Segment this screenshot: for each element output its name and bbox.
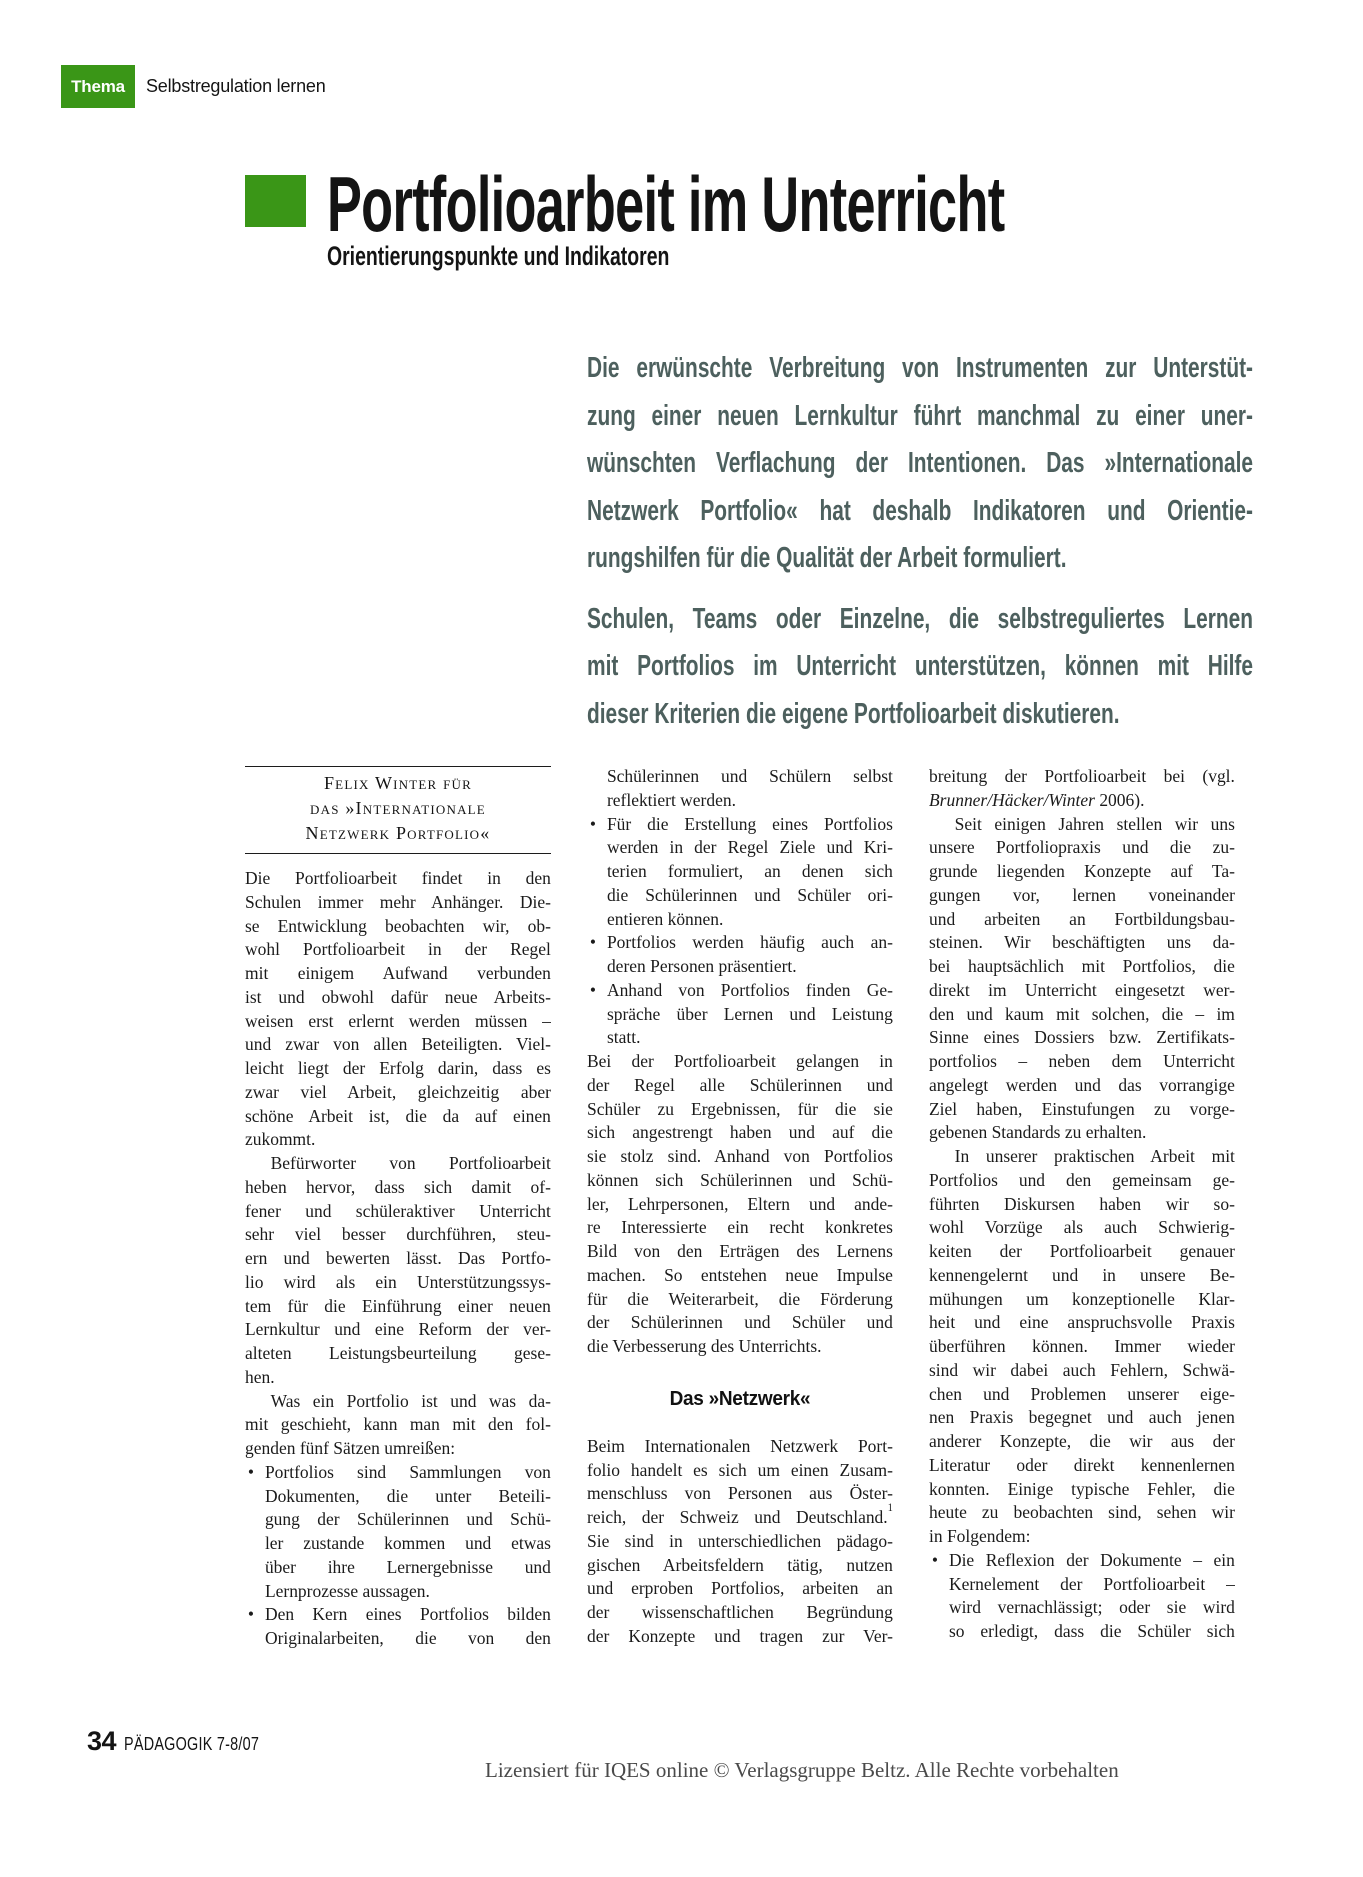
text-line: leicht liegt der Erfolg darin, dass es <box>245 1058 551 1078</box>
text-line: statt. <box>606 1027 641 1048</box>
text-line: direkt im Unterricht eingesetzt wer- <box>929 979 1235 1000</box>
text-line: Sinne eines Dossiers bzw. Zertifikats- <box>929 1027 1235 1048</box>
teaser-line: wünschten Verflachung der Intentionen. Das »Internationale <box>587 447 1253 479</box>
text-line: mit einigem Aufwand verbunden <box>245 963 551 983</box>
text-line: menschluss von Personen aus Öster- <box>587 1483 893 1504</box>
teaser-line: rungshilfen für die Qualität der Arbeit formuliert. <box>587 542 1067 574</box>
text-line: sehr viel besser durchführen, steu- <box>245 1224 551 1245</box>
text-line: unsere Portfoliopraxis und die zu- <box>929 837 1235 858</box>
text-line: folio handelt es sich um einen Zusam- <box>587 1459 893 1480</box>
text-line: Lernkultur und eine Reform der ver- <box>245 1319 551 1340</box>
text-line: schöne Arbeit ist, die da auf einen <box>245 1105 551 1126</box>
byline <box>245 766 551 854</box>
page-title: Portfolioarbeit im Unterricht <box>327 160 1005 248</box>
text-line: tem für die Einführung einer neuen <box>245 1295 551 1316</box>
teaser-line: dieser Kriterien die eigene Portfolioarbeit diskutieren. <box>587 697 1120 730</box>
text-line: grunde liegenden Konzepte auf Ta- <box>929 861 1235 881</box>
text-line: In unserer praktischen Arbeit mit <box>954 1146 1235 1166</box>
text-line: in Folgendem: <box>929 1526 1031 1546</box>
text-line: über ihre Lernergebnisse und <box>264 1556 551 1577</box>
text-line: gungen vor, lernen voneinander <box>929 884 1235 905</box>
text-line: steinen. Wir beschäftigten uns da- <box>929 932 1235 953</box>
kicker-tag <box>61 65 135 108</box>
text-line: deren Personen präsentiert. <box>606 956 797 976</box>
text-line: konnten. Einige typische Fehler, die <box>929 1478 1235 1499</box>
text-line: Was ein Portfolio ist und was da- <box>270 1390 551 1411</box>
text-line: ler, Lehrpersonen, Eltern und ande- <box>587 1193 893 1214</box>
text-line: für die Weiterarbeit, die Förderung <box>587 1288 893 1309</box>
text-line: entieren können. <box>606 908 724 929</box>
text-line: se Entwicklung beobachten wir, ob- <box>245 915 551 936</box>
teaser-line: Netzwerk Portfolio« hat deshalb Indikatoren und Orientie- <box>587 494 1253 527</box>
text-line: der Regel alle Schülerinnen und <box>587 1074 893 1095</box>
footer-magazine-name: PÄDAGOGIK 7-8/07 <box>124 1734 260 1754</box>
text-line: reflektiert werden. <box>606 789 736 810</box>
text-line: Lernprozesse aussagen. <box>264 1580 430 1601</box>
page-subtitle: Orientierungspunkte und Indikatoren <box>327 241 670 271</box>
text-line: gischen Arbeitsfeldern tätig, nutzen <box>587 1554 893 1575</box>
text-line: und zwar von allen Beteiligten. Viel- <box>245 1034 551 1055</box>
text-line: chen und Problemen unserer eige- <box>929 1383 1235 1404</box>
text-line: Literatur oder direkt kennenlernen <box>929 1454 1235 1475</box>
column-left <box>245 867 551 1651</box>
text-line: re Interessierte ein recht konkretes <box>587 1217 893 1238</box>
text-line: spräche über Lernen und Leistung <box>606 1003 893 1024</box>
text-line: reich, der Schweiz und Deutschland.$^1$ <box>587 1501 893 1527</box>
teaser-line: zung einer neuen Lernkultur führt manchmal zu einer uner- <box>587 399 1253 432</box>
text-line: Brunner/Häcker/Winter 2006). <box>929 789 1145 810</box>
column-mid <box>587 765 893 1649</box>
text-line: sind wir dabei auch Fehlern, Schwä- <box>929 1359 1235 1380</box>
text-line: • Den Kern eines Portfolios bilden <box>245 1603 551 1627</box>
text-line: zukommt. <box>245 1129 316 1150</box>
text-line: zwar viel Arbeit, gleichzeitig aber <box>245 1081 551 1102</box>
text-line: überführen können. Immer wieder <box>929 1336 1235 1356</box>
text-line: wohl Portfolioarbeit in der Regel <box>245 939 551 960</box>
text-line: führten Diskursen haben wir so- <box>929 1193 1235 1214</box>
text-line: Portfolios und den gemeinsam ge- <box>929 1169 1235 1190</box>
text-line: nen Praxis begegnet und auch jenen <box>929 1407 1235 1428</box>
text-line: Sie sind in unterschiedlichen pädago- <box>587 1530 893 1551</box>
text-line: mit geschieht, kann man mit den fol- <box>245 1414 551 1435</box>
text-line: kennengelernt und in unsere Be- <box>929 1264 1235 1285</box>
text-line: ler zustande kommen und etwas <box>264 1533 551 1553</box>
column-right <box>929 765 1235 1644</box>
text-line: die Verbesserung des Unterrichts. <box>587 1336 822 1356</box>
text-line: keiten der Portfolioarbeit genauer <box>929 1241 1235 1261</box>
text-line: alteten Leistungsbeurteilung gese- <box>245 1343 551 1363</box>
text-line: Kernelement der Portfolioarbeit – <box>948 1573 1235 1594</box>
text-line: der Schülerinnen und Schüler und <box>587 1312 893 1333</box>
text-line: Bild von den Erträgen des Lernens <box>587 1241 893 1261</box>
text-line: heit und eine anspruchsvolle Praxis <box>929 1312 1235 1333</box>
text-line: Bei der Portfolioarbeit gelangen in <box>587 1051 893 1071</box>
text-line: und erproben Portfolios, arbeiten an <box>587 1578 893 1599</box>
teaser <box>587 345 1253 738</box>
text-line: terien formuliert, an denen sich <box>606 861 893 881</box>
text-line: werden in der Regel Ziele und Kri- <box>606 837 893 858</box>
text-line: Seit einigen Jahren stellen wir uns <box>954 813 1235 834</box>
text-line: und arbeiten an Fortbildungsbau- <box>929 908 1235 929</box>
byline-line: das »Internationale <box>310 798 486 818</box>
text-line: bei hauptsächlich mit Portfolios, die <box>929 956 1235 976</box>
text-line: weisen erst erlernt werden müssen – <box>245 1010 551 1031</box>
text-line: angelegt werden und das vorrangige <box>929 1074 1235 1095</box>
text-line: • Portfolios werden häufig auch an- <box>587 931 893 955</box>
text-line: sie stolz sind. Anhand von Portfolios <box>587 1146 893 1166</box>
text-line: anderer Konzepte, die wir aus der <box>929 1431 1235 1451</box>
text-line: ern und bewerten lässt. Das Portfo- <box>245 1248 551 1268</box>
text-line: heute zu beobachten sind, sehen wir <box>929 1502 1235 1523</box>
byline-line: Netzwerk Portfolio« <box>305 823 491 843</box>
kicker-topic: Selbstregulation lernen <box>146 76 326 96</box>
text-line: der wissenschaftlichen Begründung <box>587 1602 893 1622</box>
text-line: Originalarbeiten, die von den <box>264 1628 551 1648</box>
text-line: den und kaum mit solchen, die – im <box>929 1003 1235 1024</box>
text-line: Die Portfolioarbeit findet in den <box>245 868 551 888</box>
text-line: wohl Vorzüge als auch Schwierig- <box>929 1217 1235 1238</box>
text-line: heben hervor, dass sich damit of- <box>245 1176 551 1197</box>
text-line: Befürworter von Portfolioarbeit <box>270 1153 551 1173</box>
text-line: sich angestrengt haben und auf die <box>587 1122 893 1143</box>
text-line: so erledigt, dass die Schüler sich <box>948 1621 1235 1641</box>
teaser-line: mit Portfolios im Unterricht unterstützen, können mit Hilfe <box>587 650 1253 682</box>
teaser-paragraph <box>587 345 1253 583</box>
title-bullet-square <box>245 175 306 227</box>
text-line: lio wird als ein Unterstützungssys- <box>245 1271 551 1292</box>
text-line: der Konzepte und tragen zur Ver- <box>587 1625 893 1646</box>
text-line: Dokumenten, die unter Beteili- <box>264 1485 551 1506</box>
text-line: • Die Reflexion der Dokumente – ein <box>929 1549 1235 1573</box>
text-line: portfolios – neben dem Unterricht <box>929 1051 1235 1071</box>
text-line: hen. <box>245 1366 275 1387</box>
text-line: • Portfolios sind Sammlungen von <box>245 1461 551 1485</box>
text-line: wird vernachlässigt; oder sie wird <box>948 1597 1235 1618</box>
footer-page-number: 34 <box>87 1726 117 1756</box>
text-line: machen. So entstehen neue Impulse <box>587 1264 893 1285</box>
text-line: die Schülerinnen und Schüler ori- <box>606 884 893 905</box>
text-line: Ziel haben, Einstufungen zu vorge- <box>929 1098 1235 1119</box>
text-line: ist und obwohl dafür neue Arbeits- <box>245 986 551 1007</box>
text-line: mühungen um konzeptionelle Klar- <box>929 1288 1235 1309</box>
section-heading: Das »Netzwerk« <box>669 1387 811 1410</box>
text-line: breitung der Portfolioarbeit bei (vgl. <box>929 766 1235 786</box>
teaser-line: Die erwünschte Verbreitung von Instrumenten zur Unterstüt- <box>587 352 1253 384</box>
text-line: Schülerinnen und Schülern selbst <box>606 766 893 786</box>
text-line: Beim Internationalen Netzwerk Port- <box>587 1435 893 1456</box>
text-line: • Anhand von Portfolios finden Ge- <box>587 979 893 1003</box>
kicker-tag-label: Thema <box>71 76 125 96</box>
text-line: Schüler zu Ergebnissen, für die sie <box>587 1098 893 1119</box>
teaser-paragraph <box>587 596 1253 739</box>
text-line: • Für die Erstellung eines Portfolios <box>587 813 893 837</box>
byline-line: Felix Winter für <box>323 773 473 793</box>
text-line: können sich Schülerinnen und Schü- <box>587 1169 893 1190</box>
text-line: genden fünf Sätzen umreißen: <box>245 1438 456 1458</box>
text-line: Schulen immer mehr Anhänger. Die- <box>245 891 551 912</box>
teaser-line: Schulen, Teams oder Einzelne, die selbstreguliertes Lernen <box>587 602 1253 635</box>
text-line: fener und schüleraktiver Unterricht <box>245 1200 551 1221</box>
text-line: gung der Schülerinnen und Schü- <box>264 1509 551 1530</box>
footer-license-line: Lizensiert für IQES online © Verlagsgruppe Beltz. Alle Rechte vorbehalten <box>485 1758 1119 1782</box>
text-line: gebenen Standards zu erhalten. <box>929 1122 1147 1143</box>
